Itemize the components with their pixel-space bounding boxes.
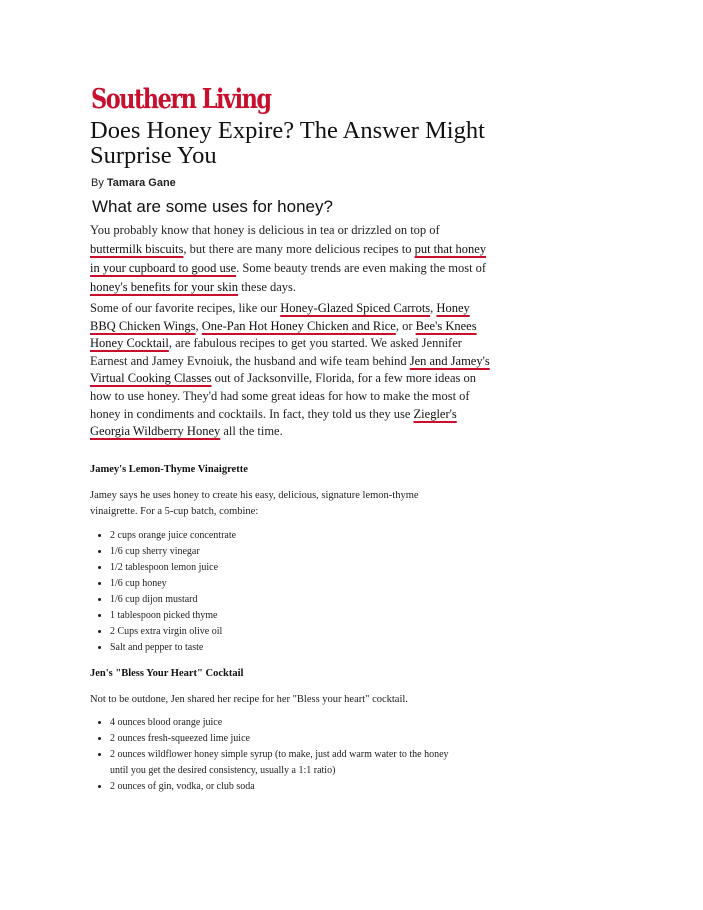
ingredient-list-vinaigrette (92, 528, 236, 656)
recipe-heading-vinaigrette: Jamey's Lemon-Thyme Vinaigrette (90, 464, 248, 475)
link-honey-bbq-wings[interactable]: Honey BBQ Chicken Wings (90, 301, 470, 333)
brand-logo[interactable]: Southern Living (91, 84, 271, 115)
text-run: out of Jacksonville, Florida, for a few more ideas on how to use honey. They'd had some great ideas for how to make the most of honey in condiments and cocktails. In fact, they told us they use (90, 371, 476, 421)
text-run: all the time. (220, 424, 283, 439)
paragraph-recipes (90, 300, 494, 441)
list-item: • 2 cups orange juice concentrate (110, 528, 236, 544)
text-run: , are fabulous recipes to get you started. We asked Jennifer Earnest and Jamey Evnoiuk, the husband and wife team behind (90, 336, 462, 368)
author-name[interactable]: Tamara Gane (106, 177, 176, 189)
list-item: • 4 ounces blood orange juice (110, 715, 455, 731)
text-run: Some of our favorite recipes, like our (90, 301, 281, 315)
list-item: • 2 ounces of gin, vodka, or club soda (110, 779, 455, 795)
byline-prefix: By (91, 177, 104, 189)
recipe-intro-cocktail: Not to be outdone, Jen shared her recipe for her "Bless your heart" cocktail. (90, 694, 408, 705)
list-item: • 1/2 tablespoon lemon juice (110, 560, 236, 576)
link-bees-knees-cocktail[interactable]: Bee's Knees Honey Cocktail (90, 318, 477, 351)
list-item: • 2 ounces wildflower honey simple syrup (to make, just add warm water to the honey until you get the desired consistency, usually a 1:1 ratio) (110, 747, 455, 779)
byline (91, 177, 176, 189)
text-run: , (430, 301, 437, 315)
link-cooking-classes[interactable]: Jen and Jamey's Virtual Cooking Classes (90, 353, 490, 386)
link-hot-honey-chicken[interactable]: One-Pan Hot Honey Chicken and Rice (201, 318, 396, 333)
list-item: • 2 Cups extra virgin olive oil (110, 624, 236, 640)
list-item: • 1/6 cup honey (110, 576, 236, 592)
section-heading: What are some uses for honey? (92, 197, 333, 216)
paragraph-intro (90, 221, 494, 297)
link-honey-skin-benefits[interactable]: honey's benefits for your skin (90, 280, 239, 294)
list-item: • 1 tablespoon picked thyme (110, 608, 236, 624)
list-item: • 1/6 cup dijon mustard (110, 592, 236, 608)
text-run: these days. (238, 280, 297, 294)
link-buttermilk-biscuits[interactable]: buttermilk biscuits (90, 242, 184, 256)
link-wildberry-honey[interactable]: Ziegler's Georgia Wildberry Honey (90, 406, 457, 439)
ingredient-list-cocktail (92, 715, 455, 795)
link-honey-glazed-carrots[interactable]: Honey-Glazed Spiced Carrots (280, 301, 431, 315)
list-item: • 2 ounces fresh-squeezed lime juice (110, 731, 455, 747)
recipe-intro-vinaigrette: Jamey says he uses honey to create his easy, delicious, signature lemon-thyme vinaigrette. For a 5-cup batch, combine: (90, 490, 419, 517)
link-honey-recipes[interactable]: put that honey in your cupboard to good use (90, 242, 487, 275)
text-run: , (195, 318, 202, 333)
list-item: • Salt and pepper to taste (110, 640, 236, 656)
text-run: You probably know that honey is delicious in tea or drizzled on top of (90, 223, 440, 237)
recipe-heading-cocktail: Jen's "Bless Your Heart" Cocktail (90, 668, 244, 679)
article-title: Does Honey Expire? The Answer Might Surprise You (90, 117, 485, 169)
text-run: , but there are many more delicious recipes to (183, 242, 415, 256)
text-run: . Some beauty trends are even making the most of (236, 261, 487, 275)
list-item: • 1/6 cup sherry vinegar (110, 544, 236, 560)
text-run: , or (395, 318, 416, 333)
